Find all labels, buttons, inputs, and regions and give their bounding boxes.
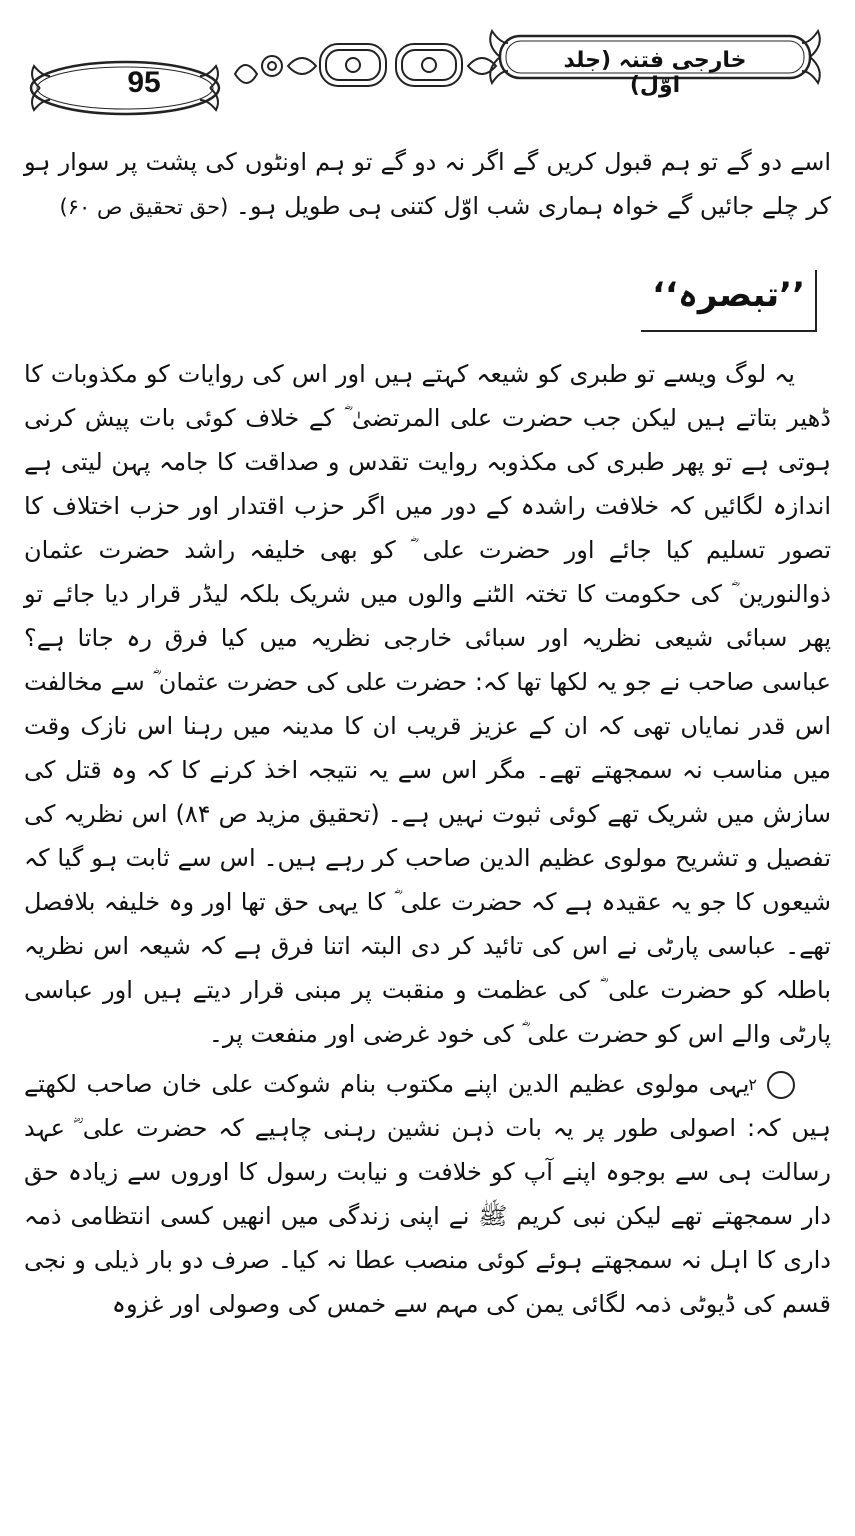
page-number: 95 [127,66,161,99]
intro-text: اسے دو گے تو ہم قبول کریں گے اگر نہ دو گے تو ہم اونٹوں کی پشت پر سوار ہو کر چلے جائیں گے خواہ ہماری شب اوّل کتنی ہی طویل ہو۔ [24,148,832,220]
book-title: خارجی فتنہ (جلد اوّل) [563,48,747,98]
commentary-paragraph: یہ لوگ ویسے تو طبری کو شیعہ کہتے ہیں اور اس کی روایات کو مکذوبات کا ڈھیر بتاتے ہیں لیکن جب حضرت علی المرتضیٰ ؓ کے خلاف کوئی بات پیش کرنی ہوتی ہے تو پھر طبری کی مکذوبہ روایت تقدس و صداقت کا جامہ پہن لیتی ہے اندازہ لگائیں کہ خلافت راشدہ کے دور میں اگر حزب اقتدار اور حزب اختلاف کا تصور تسلیم کیا جائے اور حضرت علی ؓ کو بھی خلیفہ راشد حضرت عثمان ذوالنورین ؓ کی حکومت کا تختہ الٹنے والوں میں شریک بلکہ لیڈر قرار دیا جائے تو پھر سبائی شیعی نظریہ اور سبائی خارجی نظریہ میں کیا فرق رہ جاتا ہے؟ عباسی صاحب نے جو یہ لکھا تھا کہ: حضرت علی کی حضرت عثمان ؓ سے مخالفت اس قدر نمایاں تھی کہ ان کے عزیز قریب ان کا مدینہ میں رہنا اس نازک وقت میں مناسب نہ سمجھتے تھے۔ مگر اس سے یہ نتیجہ اخذ کرنے کا کہ وہ قتل کی سازش میں شریک تھے کوئی ثبوت نہیں ہے۔ (تحقیق مزید ص ۸۴) اس نظریہ کی تفصیل و تشریح مولوی عظیم الدین صاحب کر رہے ہیں۔ اس سے ثابت ہو گیا کہ شیعوں کا جو یہ عقیدہ ہے کہ حضرت علی ؓ کا یہی حق تھا اور وہ خلیفہ بلافصل تھے۔ عباسی پارٹی نے اس کی تائید کر دی البتہ اتنا فرق ہے کہ شیعہ اس نظریہ باطلہ کو حضرت علی ؓ کی عظمت و منقبت پر مبنی قرار دیتے ہیں اور عباسی پارٹی والے اس کو حضرت علی ؓ کی خود غرضی اور منفعت پر۔ [24,360,831,1048]
item-text: یہی مولوی عظیم الدین اپنے مکتوب بنام شوکت علی خان صاحب لکھتے ہیں کہ: اصولی طور پر یہ بات ذہن نشین رہنی چاہیے کہ حضرت علی ؓ عہد رسالت ہی سے بوجوہ اپنے آپ کو خلافت و نیابت رسول کا اوروں سے زیادہ حق دار سمجھتے تھے لیکن نبی کریم ﷺ نے اپنی زندگی میں انھیں کسی انتظامی ذمہ داری کا اہل نہ سمجھتے ہوئے کوئی منصب عطا نہ کیا۔ صرف دو بار ذیلی و نجی قسم کی ڈیوٹی ذمہ لگائی یمن کی مہم سے خمس کی وصولی اور غزوہ [24,1070,831,1318]
item-number: ۲ [767,1071,795,1099]
section-heading: ’’تبصرہ‘‘ [652,275,805,315]
page-header [20,22,835,118]
numbered-item [24,1062,831,1326]
heading-side-rule [815,270,817,332]
intro-reference: (حق تحقیق ص ۶۰) [59,195,229,219]
heading-underline [641,330,817,332]
main-text [24,352,831,1326]
intro-paragraph [24,140,831,229]
